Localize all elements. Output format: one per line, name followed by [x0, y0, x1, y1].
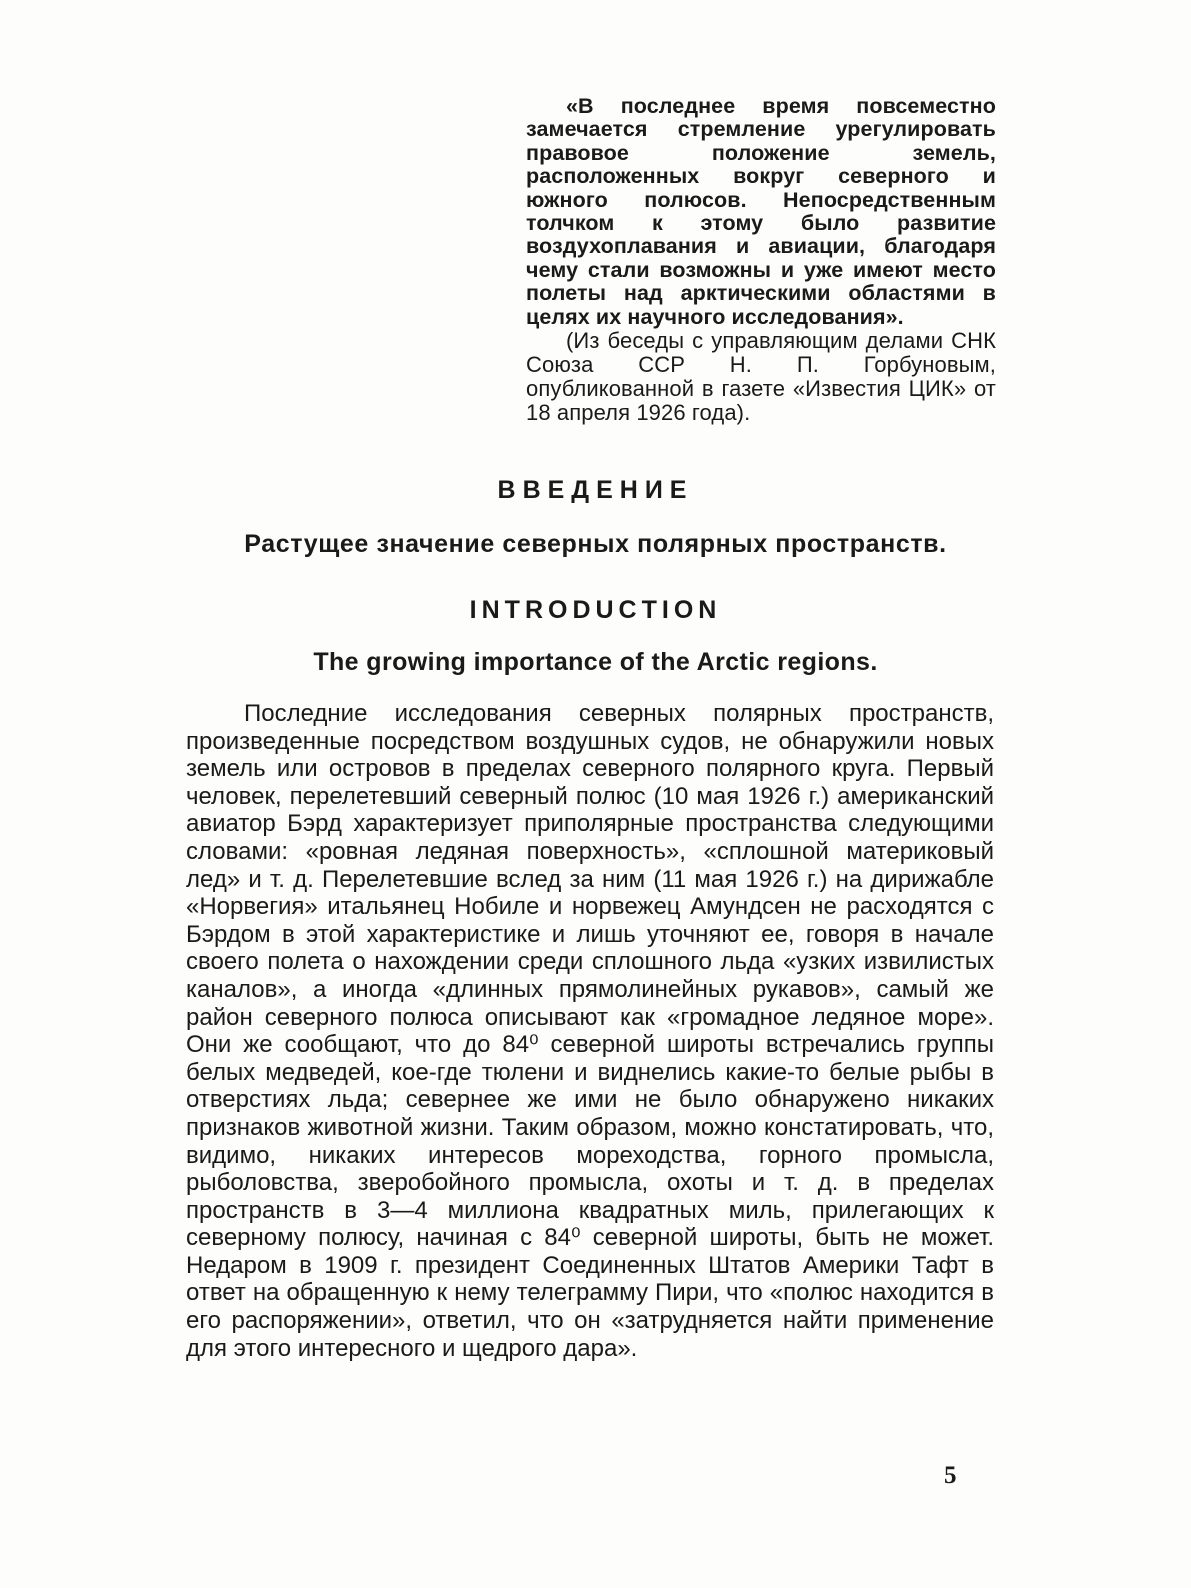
epigraph-quote: «В последнее время повсеместно замечается стремление урегулировать правовое положение земель, расположенных вокруг северного и южного полюсов. Непосредственным толчком к этому было развитие воздухоплавания и авиации, благодаря чему стали возможны и уже имеют место полеты над арктическими областями в целях их научного исследования». — [526, 94, 996, 329]
epigraph-source: (Из беседы с управляющим делами СНК Союза ССР Н. П. Горбуновым, опубликованной в газете «Известия ЦИК» от 18 апреля 1926 года). — [526, 328, 996, 426]
epigraph — [526, 95, 996, 425]
russian-section-subtitle: Растущее значение северных полярных пространств. — [244, 530, 947, 558]
body-paragraph: Последние исследования северных полярных пространств, произведенные посредством воздушных судов, не обнаружили новых земель или островов в пределах северного полярного круга. Первый человек, перелетевший северный полюс (10 мая 1926 г.) американский авиатор Бэрд характеризует приполярные пространства следующими словами: «ровная ледяная поверхность», «сплошной материковый лед» и т. д. Перелетевшие вслед за ним (11 мая 1926 г.) на дирижабле «Норвегия» итальянец Нобиле и норвежец Амундсен не расходятся с Бэрдом в этой характеристике и лишь уточняют ее, говоря в начале своего полета о нахождении среди сплошного льда «узких извилистых каналов», а иногда «длинных прямолинейных рукавов», самый же район северного полюса описывают как «громадное ледяное море». Они же сообщают, что до 84⁰ северной широты встречались группы белых медведей, кое-где тюлени и виднелись какие-то белые рыбы в отверстиях льда; севернее же ими не было обнаружено никаких признаков животной жизни. Таким образом, можно констатировать, что, видимо, никаких интересов мореходства, горного промысла, рыболовства, зверобойного промысла, охоты и т. д. в пределах пространств в 3—4 миллиона квадратных миль, прилегающих к северному полюсу, начиная с 84⁰ северной широты, быть не может. Недаром в 1909 г. президент Соединенных Штатов Америки Тафт в ответ на обращенную к нему телеграмму Пири, что «полюс находится в его распоряжении», ответил, что он «затрудняется найти применение для этого интересного и щедрого дара». — [186, 700, 994, 1362]
page-number: 5 — [944, 1462, 957, 1489]
english-section-subtitle: The growing importance of the Arctic regions. — [313, 648, 878, 676]
russian-section-title: ВВЕДЕНИЕ — [497, 476, 694, 504]
body-text — [186, 700, 994, 1362]
english-section-title: INTRODUCTION — [469, 596, 722, 624]
